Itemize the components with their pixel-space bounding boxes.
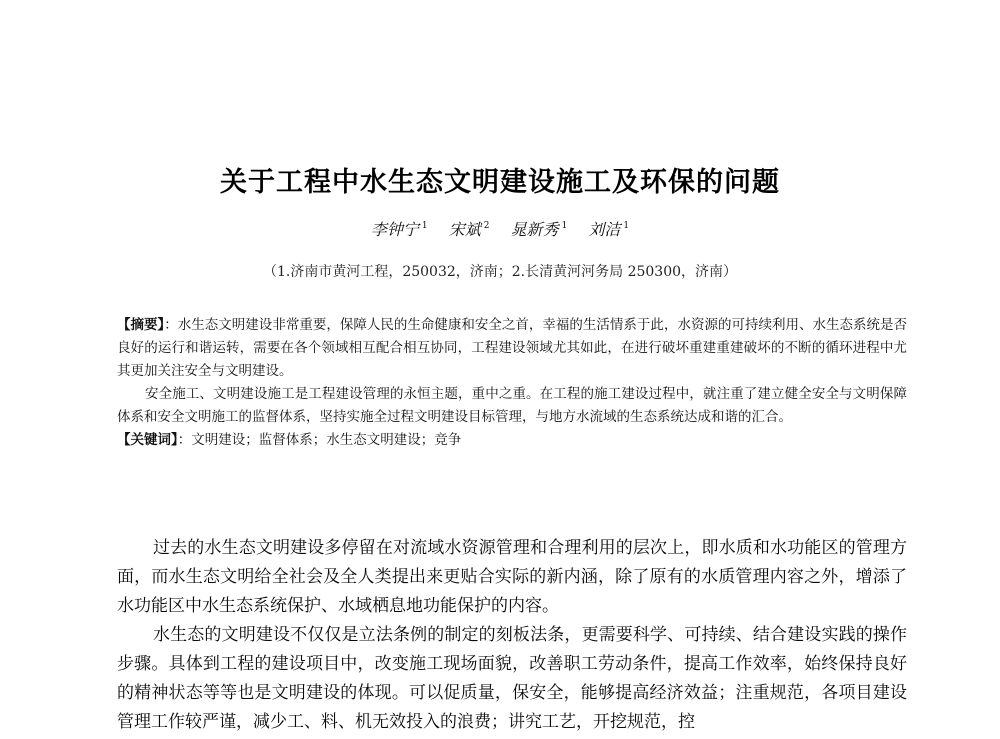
- author-name: 宋斌: [448, 220, 481, 239]
- author: [588, 217, 629, 240]
- keywords-label: 【关键词】: [117, 432, 178, 448]
- author-name: 李钟宁: [370, 220, 419, 239]
- author-affiliation-mark: 1: [561, 221, 568, 231]
- keywords-text: ：文明建设；监督体系；水生态文明建设；竞争: [177, 432, 462, 448]
- abstract-label: 【摘要】: [117, 317, 165, 333]
- author-affiliation-mark: 2: [483, 221, 490, 231]
- abstract-paragraph: 安全施工、文明建设施工是工程建设管理的永恒主题，重中之重。在工程的施工建设过程中，就注重了建立健全安全与文明保障体系和安全文明施工的监督体系，坚持实施全过程文明建设目标管理，与地方水流域的生态系统达成和谐的汇合。: [117, 386, 907, 425]
- body-section: [117, 534, 907, 737]
- author-name: 晁新秀: [510, 220, 559, 239]
- author: [371, 217, 428, 240]
- abstract-paragraph: [117, 314, 907, 383]
- author-name: 刘洁: [588, 220, 621, 239]
- author-affiliation-mark: 1: [421, 221, 428, 231]
- body-paragraph: 水生态的文明建设不仅仅是立法条例的制定的刻板法条，更需要科学、可持续、结合建设实践的操作步骤。具体到工程的建设项目中，改变施工现场面貌，改善职工劳动条件，提高工作效率，始终保持良好的精神状态等等也是文明建设的体现。可以促质量，保安全，能够提高经济效益；注重规范，各项目建设管理工作较严谨，减少工、料、机无效投入的浪费；讲究工艺，开挖规范，控: [117, 625, 907, 732]
- affiliation-line: （1.济南市黄河工程，250032，济南；2.长清黄河河务局 250300，济南）: [262, 264, 738, 280]
- author: [449, 217, 490, 240]
- paper-title: 关于工程中水生态文明建设施工及环保的问题: [220, 167, 780, 198]
- author: [511, 217, 568, 240]
- keywords-line: [117, 429, 907, 452]
- abstract-section: [117, 314, 907, 452]
- author-affiliation-mark: 1: [623, 221, 630, 231]
- author-list: [0, 217, 1000, 240]
- abstract-text: ：水生态文明建设非常重要，保障人民的生命健康和安全之首，幸福的生活情系于此，水资源的可持续利用、水生态系统是否良好的运行和谐运转，需要在各个领域相互配合相互协同，工程建设领域尤其如此，在进行破坏重建重建破坏的不断的循环进程中尤其更加关注安全与文明建设。: [117, 317, 908, 379]
- body-paragraph: 过去的水生态文明建设多停留在对流域水资源管理和合理利用的层次上，即水质和水功能区的管理方面，而水生态文明给全社会及全人类提出来更贴合实际的新内涵，除了原有的水质管理内容之外，增添了水功能区中水生态系统保护、水域栖息地功能保护的内容。: [117, 538, 907, 616]
